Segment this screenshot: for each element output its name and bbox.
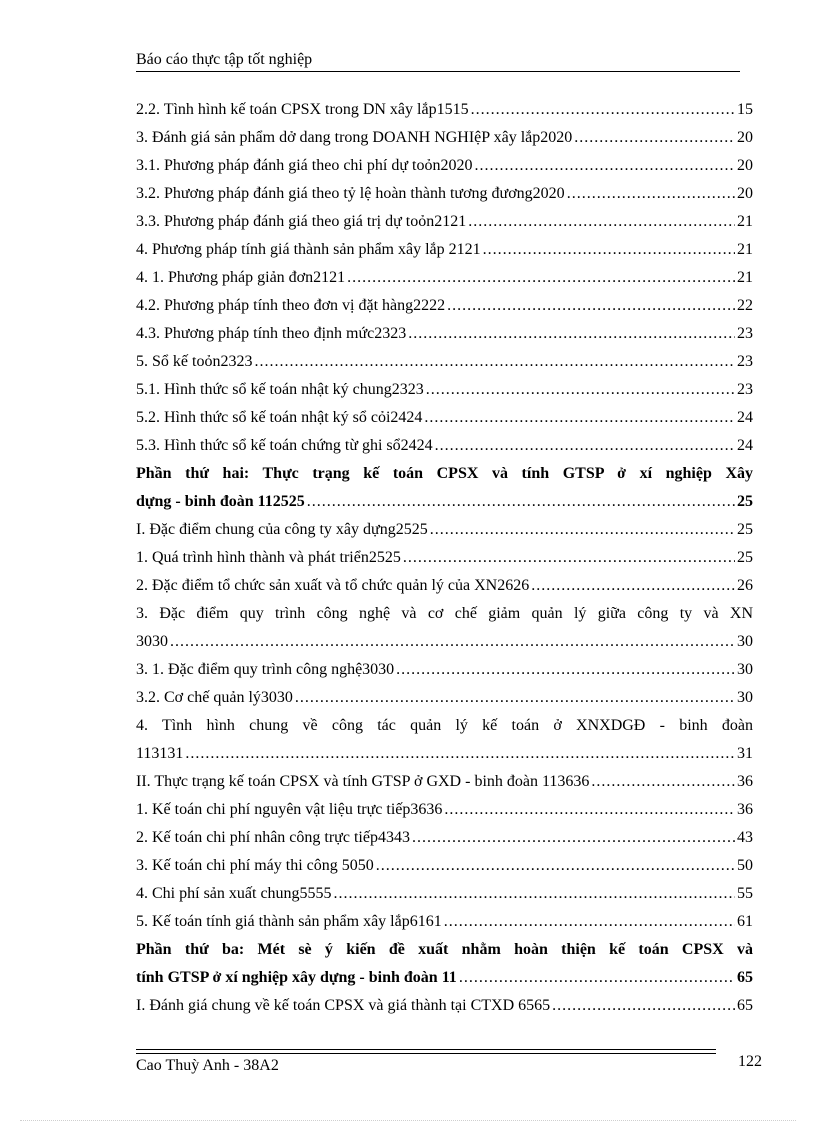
toc-entry[interactable] (136, 768, 753, 796)
toc-dot-leader (483, 236, 735, 264)
toc-entry[interactable] (136, 432, 753, 460)
toc-entry-text: 1. Quá trình hình thành và phát triển2525 (136, 549, 401, 566)
toc-entry-text: 4.3. Phương pháp tính theo định mức2323 (136, 325, 407, 342)
toc-entry-text: 4. Phương pháp tính giá thành sản phẩm xây lắp 2121 (136, 241, 481, 258)
toc-entry-page: 30 (737, 661, 753, 678)
toc-entry[interactable] (136, 460, 753, 488)
toc-entry[interactable] (136, 488, 753, 516)
toc-entry[interactable] (136, 96, 753, 124)
toc-dot-leader (254, 348, 735, 376)
toc-entry-page: 30 (737, 633, 753, 650)
toc-entry-page: 65 (737, 969, 753, 986)
toc-entry-page: 24 (737, 409, 753, 426)
footer-rule-bottom (136, 1053, 716, 1054)
toc-dot-leader (468, 208, 735, 236)
toc-entry-page: 21 (737, 269, 753, 286)
toc-dot-leader (567, 180, 735, 208)
toc-entry[interactable] (136, 264, 753, 292)
toc-entry[interactable] (136, 964, 753, 992)
toc-entry-text: I. Đặc điểm chung của công ty xây dựng2525 (136, 521, 428, 538)
toc-entry-page: 43 (737, 829, 753, 846)
toc-entry[interactable] (136, 236, 753, 264)
toc-entry-text: 1. Kế toán chi phí nguyên vật liệu trực tiếp3636 (136, 801, 443, 818)
toc-entry-text: Phần thứ ba: Mét sè ý kiến đề xuất nhằm hoàn thiện kế toán CPSX và (136, 941, 753, 958)
toc-entry[interactable] (136, 656, 753, 684)
toc-entry[interactable] (136, 852, 753, 880)
toc-entry[interactable] (136, 152, 753, 180)
toc-dot-leader (376, 852, 735, 880)
toc-entry-text: 5. Sổ kế toỏn2323 (136, 353, 253, 370)
toc-entry-page: 21 (737, 213, 753, 230)
toc-entry-text: 2.2. Tình hình kế toán CPSX trong DN xây lắp1515 (136, 101, 469, 118)
toc-dot-leader (408, 320, 735, 348)
toc-entry-page: 65 (737, 997, 753, 1014)
toc-entry-text: 4.2. Phương pháp tính theo đơn vị đặt hàng2222 (136, 297, 446, 314)
toc-entry-text: 3.3. Phương pháp đánh giá theo giá trị dự toỏn2121 (136, 213, 467, 230)
toc-entry-page: 15 (737, 101, 753, 118)
toc-entry-page: 20 (737, 129, 753, 146)
toc-dot-leader (430, 516, 735, 544)
toc-entry-text: 3.1. Phương pháp đánh giá theo chi phí dự toỏn2020 (136, 157, 473, 174)
toc-entry[interactable] (136, 180, 753, 208)
toc-dot-leader (591, 768, 735, 796)
toc-entry-text: Phần thứ hai: Thực trạng kế toán CPSX và tính GTSP ở xí nghiệp Xây (136, 465, 753, 482)
toc-entry[interactable] (136, 320, 753, 348)
toc-entry-page: 61 (737, 913, 753, 930)
toc-entry-page: 26 (737, 577, 753, 594)
toc-dot-leader (185, 740, 735, 768)
toc-dot-leader (471, 96, 735, 124)
toc-dot-leader (435, 432, 735, 460)
toc-entry[interactable] (136, 684, 753, 712)
toc-entry[interactable] (136, 208, 753, 236)
toc-entry-page: 22 (737, 297, 753, 314)
toc-entry[interactable] (136, 600, 753, 628)
toc-dot-leader (307, 488, 735, 516)
toc-dot-leader (347, 264, 735, 292)
toc-entry-page: 30 (737, 689, 753, 706)
toc-entry-page: 36 (737, 801, 753, 818)
toc-entry-text: 4. Chi phí sản xuất chung5555 (136, 885, 332, 902)
toc-entry-page: 31 (737, 745, 753, 762)
footer-author: Cao Thuỳ Anh - 38A2 (136, 1057, 279, 1074)
footer-rule-top (136, 1049, 716, 1050)
toc-dot-leader (447, 292, 735, 320)
toc-entry-text: 3. Đặc điểm quy trình công nghệ và cơ chế giảm quản lý giữa công ty và XN (136, 605, 753, 622)
toc-entry[interactable] (136, 516, 753, 544)
toc-entry-page: 20 (737, 185, 753, 202)
toc-entry[interactable] (136, 404, 753, 432)
toc-entry-page: 55 (737, 885, 753, 902)
toc-entry-text: 113131 (136, 745, 184, 762)
toc-dot-leader (412, 824, 735, 852)
toc-entry-text: 5. Kế toán tính giá thành sản phẩm xây lắp6161 (136, 913, 442, 930)
toc-dot-leader (170, 628, 735, 656)
toc-entry-page: 25 (737, 521, 753, 538)
toc-entry[interactable] (136, 908, 753, 936)
toc-dot-leader (334, 880, 735, 908)
toc-entry-text: 4. Tình hình chung về công tác quản lý kế toán ở XNXDGĐ - binh đoàn (136, 717, 753, 734)
toc-dot-leader (403, 544, 735, 572)
toc-entry-text: 2. Đặc điểm tổ chức sản xuất và tổ chức quản lý của XN2626 (136, 577, 530, 594)
toc-dot-leader (531, 572, 735, 600)
toc-entry-text: 3. Kế toán chi phí máy thi công 5050 (136, 857, 374, 874)
toc-dot-leader (574, 124, 735, 152)
toc-entry[interactable] (136, 572, 753, 600)
toc-entry[interactable] (136, 740, 753, 768)
toc-entry-text: 3.2. Phương pháp đánh giá theo tỷ lệ hoàn thành tương đương2020 (136, 185, 565, 202)
toc-entry-text: 3. Đánh giá sản phẩm dở dang trong DOANH NGHIệP xây lắp2020 (136, 129, 573, 146)
toc-entry[interactable] (136, 824, 753, 852)
toc-entry-text: 3. 1. Đặc điểm quy trình công nghệ3030 (136, 661, 395, 678)
toc-entry-text: dựng - binh đoàn 112525 (136, 493, 305, 510)
toc-entry-page: 25 (737, 549, 753, 566)
toc-entry[interactable] (136, 712, 753, 740)
toc-entry-page: 36 (737, 773, 753, 790)
header-rule (136, 71, 740, 72)
toc-entry[interactable] (136, 292, 753, 320)
toc-entry-text: 5.1. Hình thức sổ kế toán nhật ký chung2323 (136, 381, 424, 398)
toc-entry-page: 20 (737, 157, 753, 174)
toc-entry[interactable] (136, 544, 753, 572)
toc-dot-leader (459, 964, 735, 992)
toc-dot-leader (396, 656, 735, 684)
toc-entry-text: 5.2. Hình thức sổ kế toán nhật ký sổ cỏi2424 (136, 409, 423, 426)
toc-entry-page: 24 (737, 437, 753, 454)
toc-entry[interactable] (136, 936, 753, 964)
toc-entry-page: 23 (737, 325, 753, 342)
toc-entry-page: 25 (737, 493, 753, 510)
toc-entry[interactable] (136, 124, 753, 152)
toc-dot-leader (295, 684, 735, 712)
toc-entry[interactable] (136, 880, 753, 908)
toc-dot-leader (426, 376, 735, 404)
toc-entry-text: tính GTSP ở xí nghiệp xây dựng - binh đoàn 11 (136, 969, 457, 986)
toc-dot-leader (474, 152, 735, 180)
page-header-title: Báo cáo thực tập tốt nghiệp (136, 51, 313, 68)
toc-entry-text: 4. 1. Phương pháp giản đơn2121 (136, 269, 346, 286)
table-of-contents (136, 96, 753, 1020)
toc-entry-page: 21 (737, 241, 753, 258)
toc-entry-text: I. Đánh giá chung về kế toán CPSX và giá thành tại CTXD 6565 (136, 997, 551, 1014)
toc-dot-leader (444, 908, 735, 936)
bottom-page-edge (20, 1120, 796, 1121)
toc-dot-leader (444, 796, 735, 824)
toc-entry-text: 5.3. Hình thức sổ kế toán chứng từ ghi sổ2424 (136, 437, 433, 454)
toc-entry-text: II. Thực trạng kế toán CPSX và tính GTSP ở GXD - binh đoàn 113636 (136, 773, 590, 790)
toc-entry-text: 2. Kế toán chi phí nhân công trực tiếp4343 (136, 829, 410, 846)
toc-entry-page: 50 (737, 857, 753, 874)
toc-dot-leader (424, 404, 735, 432)
toc-entry-text: 3030 (136, 633, 168, 650)
toc-entry-text: 3.2. Cơ chế quản lý3030 (136, 689, 293, 706)
toc-dot-leader (552, 992, 735, 1020)
toc-entry-page: 23 (737, 353, 753, 370)
toc-entry[interactable] (136, 992, 753, 1020)
toc-entry[interactable] (136, 348, 753, 376)
toc-entry-page: 23 (737, 381, 753, 398)
footer-page-number: 122 (738, 1053, 762, 1070)
toc-entry[interactable] (136, 796, 753, 824)
toc-entry[interactable] (136, 628, 753, 656)
toc-entry[interactable] (136, 376, 753, 404)
